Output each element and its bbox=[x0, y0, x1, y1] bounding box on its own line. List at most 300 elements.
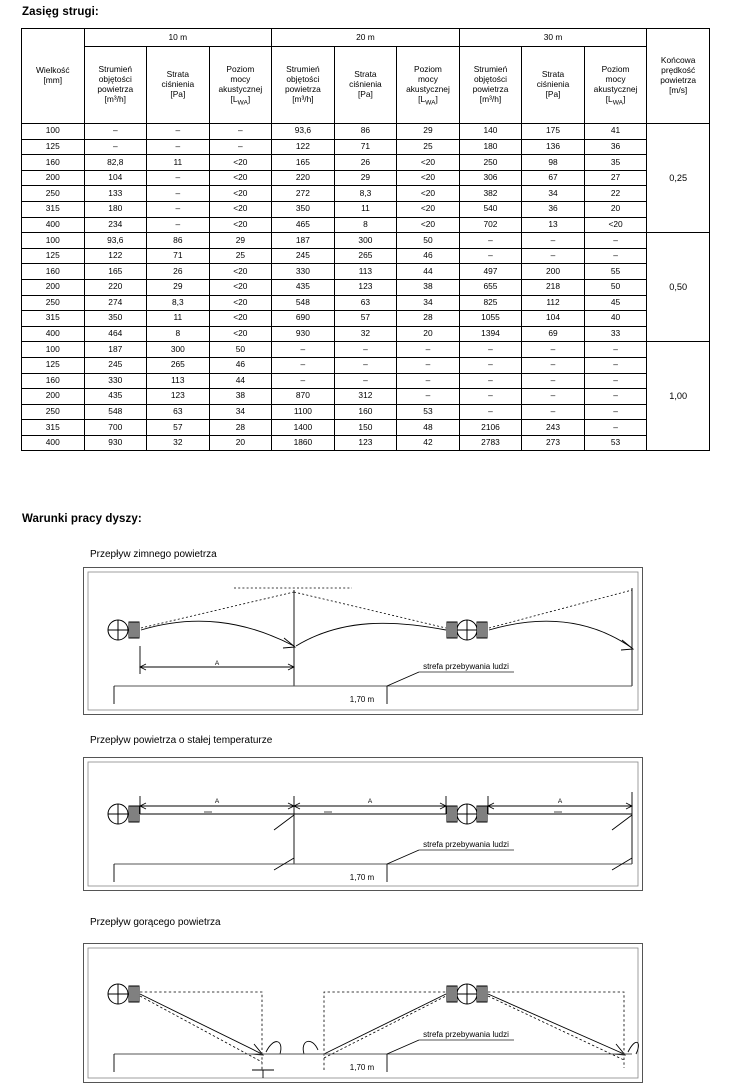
cell-pressure-30m: – bbox=[522, 373, 585, 389]
jet-line bbox=[324, 994, 446, 1054]
cell-pressure-10m: – bbox=[147, 186, 210, 202]
cell-size: 250 bbox=[22, 295, 85, 311]
cell-pressure-30m: 104 bbox=[522, 311, 585, 327]
flow-label-line3: powietrza bbox=[97, 84, 134, 94]
cell-pressure-20m: 63 bbox=[334, 295, 397, 311]
cell-sound-30m: 35 bbox=[584, 155, 647, 171]
page-title-range: Zasięg strugi: bbox=[22, 6, 99, 18]
cell-flow-30m: – bbox=[459, 233, 522, 249]
sound-label-line3: akustycznej bbox=[406, 84, 450, 94]
cell-pressure-10m: – bbox=[147, 124, 210, 140]
cell-flow-10m: 330 bbox=[84, 373, 147, 389]
cell-sound-30m: – bbox=[584, 404, 647, 420]
cell-sound-10m: <20 bbox=[209, 186, 272, 202]
final-header-line1: Końcowa bbox=[660, 55, 696, 66]
cell-sound-20m: 42 bbox=[397, 435, 460, 451]
cell-flow-20m: 350 bbox=[272, 201, 335, 217]
group-header-20m: 20 m bbox=[272, 29, 460, 47]
cell-pressure-30m: 98 bbox=[522, 155, 585, 171]
cell-pressure-10m: 63 bbox=[147, 404, 210, 420]
column-header-size bbox=[22, 29, 85, 124]
sound-label-line2: mocy bbox=[230, 74, 251, 85]
cell-pressure-20m: 123 bbox=[334, 279, 397, 295]
cell-sound-30m: 53 bbox=[584, 435, 647, 451]
cell-flow-10m: 274 bbox=[84, 295, 147, 311]
cell-pressure-10m: 86 bbox=[147, 233, 210, 249]
cell-sound-20m: 48 bbox=[397, 420, 460, 436]
cell-pressure-30m: 67 bbox=[522, 170, 585, 186]
cell-sound-30m: 50 bbox=[584, 279, 647, 295]
cell-sound-20m: – bbox=[397, 389, 460, 405]
cell-sound-10m: 38 bbox=[209, 389, 272, 405]
cell-sound-10m: <20 bbox=[209, 217, 272, 233]
cell-pressure-10m: 26 bbox=[147, 264, 210, 280]
cell-sound-20m: 20 bbox=[397, 326, 460, 342]
diagram-isothermal-svg bbox=[84, 758, 642, 890]
sound-label-line3: akustycznej bbox=[218, 84, 263, 94]
cell-flow-30m: 1055 bbox=[459, 311, 522, 327]
cell-pressure-10m: – bbox=[147, 170, 210, 186]
cell-size: 125 bbox=[22, 248, 85, 264]
sound-unit-close: ] bbox=[623, 93, 626, 104]
cell-pressure-20m: 11 bbox=[334, 201, 397, 217]
cell-size: 250 bbox=[22, 404, 85, 420]
dimension-label-A: A bbox=[367, 798, 373, 805]
cell-sound-30m: 33 bbox=[584, 326, 647, 342]
cell-flow-30m: – bbox=[459, 342, 522, 358]
flow-label-unit: [m³/h] bbox=[479, 93, 502, 104]
cell-sound-10m: 25 bbox=[209, 248, 272, 264]
cell-sound-20m: 50 bbox=[397, 233, 460, 249]
table-row bbox=[22, 404, 710, 420]
cell-pressure-30m: 243 bbox=[522, 420, 585, 436]
flow-label-line2: objętości bbox=[473, 74, 508, 85]
cell-size: 100 bbox=[22, 233, 85, 249]
sound-label-unit bbox=[418, 93, 438, 107]
cell-pressure-20m: 71 bbox=[334, 139, 397, 155]
cell-flow-30m: 2783 bbox=[459, 435, 522, 451]
table-row bbox=[22, 217, 710, 233]
dimension-label-A: A bbox=[214, 660, 220, 667]
cell-flow-10m: – bbox=[84, 124, 147, 140]
table-row bbox=[22, 295, 710, 311]
table-row bbox=[22, 201, 710, 217]
cell-flow-30m: 140 bbox=[459, 124, 522, 140]
column-header-sound-10m bbox=[209, 47, 272, 124]
cell-size: 200 bbox=[22, 170, 85, 186]
table-row bbox=[22, 279, 710, 295]
cell-flow-10m: 435 bbox=[84, 389, 147, 405]
column-header-pressure-20m bbox=[334, 47, 397, 124]
column-header-sound-30m bbox=[584, 47, 647, 124]
cell-pressure-30m: 200 bbox=[522, 264, 585, 280]
cell-flow-30m: 180 bbox=[459, 139, 522, 155]
cell-pressure-20m: 300 bbox=[334, 233, 397, 249]
cell-sound-20m: <20 bbox=[397, 155, 460, 171]
cell-sound-20m: <20 bbox=[397, 201, 460, 217]
dimension-label-A: A bbox=[214, 798, 220, 805]
jet-arc bbox=[489, 621, 632, 648]
final-header-line2: prędkość bbox=[661, 65, 696, 76]
cell-sound-20m: 44 bbox=[397, 264, 460, 280]
cell-sound-10m: 28 bbox=[209, 420, 272, 436]
cell-pressure-10m: – bbox=[147, 201, 210, 217]
cell-flow-10m: 245 bbox=[84, 357, 147, 373]
cell-flow-20m: 187 bbox=[272, 233, 335, 249]
cell-sound-10m: – bbox=[209, 139, 272, 155]
cell-sound-10m: 50 bbox=[209, 342, 272, 358]
cell-pressure-20m: 32 bbox=[334, 326, 397, 342]
cell-sound-30m: 40 bbox=[584, 311, 647, 327]
cell-pressure-10m: 8,3 bbox=[147, 295, 210, 311]
cell-sound-30m: <20 bbox=[584, 217, 647, 233]
diagram-isothermal bbox=[83, 757, 643, 891]
cell-pressure-20m: 312 bbox=[334, 389, 397, 405]
sound-unit-subscript: WA bbox=[612, 99, 624, 107]
cell-sound-20m: 34 bbox=[397, 295, 460, 311]
cell-size: 315 bbox=[22, 420, 85, 436]
cell-flow-20m: 272 bbox=[272, 186, 335, 202]
cell-sound-20m: 29 bbox=[397, 124, 460, 140]
size-header-line2: [mm] bbox=[43, 75, 63, 85]
cell-flow-20m: 122 bbox=[272, 139, 335, 155]
cell-sound-10m: <20 bbox=[209, 170, 272, 186]
cell-pressure-30m: – bbox=[522, 248, 585, 264]
flow-label-line3: powietrza bbox=[284, 84, 321, 94]
cell-sound-30m: 27 bbox=[584, 170, 647, 186]
sound-label-line1: Poziom bbox=[226, 64, 255, 75]
sound-label-line2: mocy bbox=[605, 74, 626, 85]
jet-arc bbox=[296, 623, 446, 646]
cell-flow-10m: 464 bbox=[84, 326, 147, 342]
cell-pressure-20m: – bbox=[334, 342, 397, 358]
pressure-label-unit: [Pa] bbox=[545, 88, 561, 99]
cell-flow-20m: – bbox=[272, 342, 335, 358]
table-body bbox=[22, 124, 710, 451]
flow-label-unit: [m³/h] bbox=[104, 93, 126, 104]
sound-label-line1: Poziom bbox=[413, 64, 442, 75]
flow-label-line1: Strumień bbox=[286, 64, 320, 75]
cell-pressure-10m: 265 bbox=[147, 357, 210, 373]
cell-sound-10m: – bbox=[209, 124, 272, 140]
final-header-line3: powietrza bbox=[660, 75, 697, 85]
table-row bbox=[22, 155, 710, 171]
cell-flow-20m: 1400 bbox=[272, 420, 335, 436]
page-title-operating-conditions: Warunki pracy dyszy: bbox=[22, 513, 142, 525]
dimension-label-A: A bbox=[557, 798, 563, 805]
cell-flow-10m: 220 bbox=[84, 279, 147, 295]
cell-flow-10m: 700 bbox=[84, 420, 147, 436]
pressure-label-line1: Strata bbox=[354, 69, 377, 80]
cell-pressure-20m: 160 bbox=[334, 404, 397, 420]
cell-pressure-20m: 8 bbox=[334, 217, 397, 233]
table-row bbox=[22, 326, 710, 342]
cell-pressure-20m: 123 bbox=[334, 435, 397, 451]
table-row bbox=[22, 139, 710, 155]
table-row bbox=[22, 342, 710, 358]
cell-sound-30m: 55 bbox=[584, 264, 647, 280]
sound-unit-close: ] bbox=[247, 93, 251, 104]
table-row bbox=[22, 357, 710, 373]
cell-flow-30m: 306 bbox=[459, 170, 522, 186]
zone-height-label: 1,70 m bbox=[349, 873, 375, 882]
cell-size: 315 bbox=[22, 201, 85, 217]
cell-sound-10m: 34 bbox=[209, 404, 272, 420]
table-header bbox=[22, 29, 710, 124]
table-row bbox=[22, 124, 710, 140]
cell-flow-30m: 1394 bbox=[459, 326, 522, 342]
cell-flow-30m: 825 bbox=[459, 295, 522, 311]
cell-flow-20m: – bbox=[272, 357, 335, 373]
cell-sound-20m: <20 bbox=[397, 186, 460, 202]
air-throw-range-table bbox=[21, 28, 710, 451]
cell-size: 100 bbox=[22, 124, 85, 140]
cell-flow-10m: 930 bbox=[84, 435, 147, 451]
cell-flow-10m: 180 bbox=[84, 201, 147, 217]
cell-pressure-30m: – bbox=[522, 233, 585, 249]
cell-flow-30m: 655 bbox=[459, 279, 522, 295]
cell-flow-20m: 690 bbox=[272, 311, 335, 327]
cell-flow-30m: 382 bbox=[459, 186, 522, 202]
cell-flow-30m: – bbox=[459, 373, 522, 389]
sound-unit-close: ] bbox=[435, 93, 438, 104]
sound-unit-open: [L bbox=[230, 93, 238, 104]
cell-flow-10m: 234 bbox=[84, 217, 147, 233]
group-header-30m: 30 m bbox=[459, 29, 647, 47]
cell-pressure-20m: 86 bbox=[334, 124, 397, 140]
cell-flow-20m: 465 bbox=[272, 217, 335, 233]
cell-sound-20m: – bbox=[397, 357, 460, 373]
cell-flow-10m: 122 bbox=[84, 248, 147, 264]
cell-flow-10m: 165 bbox=[84, 264, 147, 280]
cell-flow-10m: 350 bbox=[84, 311, 147, 327]
jet-line bbox=[140, 994, 262, 1054]
jet-arc bbox=[141, 621, 294, 646]
cell-sound-30m: – bbox=[584, 342, 647, 358]
table-row bbox=[22, 311, 710, 327]
cell-pressure-30m: 136 bbox=[522, 139, 585, 155]
column-header-pressure-10m bbox=[147, 47, 210, 124]
cell-flow-30m: 540 bbox=[459, 201, 522, 217]
cell-sound-20m: <20 bbox=[397, 170, 460, 186]
cell-sound-30m: 22 bbox=[584, 186, 647, 202]
cell-pressure-10m: 8 bbox=[147, 326, 210, 342]
cell-size: 200 bbox=[22, 389, 85, 405]
table-row bbox=[22, 170, 710, 186]
cell-sound-20m: 38 bbox=[397, 279, 460, 295]
cell-sound-30m: – bbox=[584, 420, 647, 436]
cell-final-velocity: 0,25 bbox=[647, 124, 710, 233]
cell-sound-30m: 41 bbox=[584, 124, 647, 140]
cell-sound-10m: 46 bbox=[209, 357, 272, 373]
cell-pressure-30m: 218 bbox=[522, 279, 585, 295]
cell-pressure-30m: – bbox=[522, 357, 585, 373]
cell-size: 315 bbox=[22, 311, 85, 327]
cell-flow-30m: – bbox=[459, 404, 522, 420]
cell-pressure-20m: 113 bbox=[334, 264, 397, 280]
cell-flow-30m: 2106 bbox=[459, 420, 522, 436]
pressure-label-unit: [Pa] bbox=[357, 88, 373, 99]
cell-pressure-20m: 57 bbox=[334, 311, 397, 327]
pressure-label-line2: ciśnienia bbox=[349, 79, 382, 90]
cell-pressure-20m: – bbox=[334, 373, 397, 389]
table-row bbox=[22, 186, 710, 202]
column-header-final-velocity bbox=[647, 29, 710, 124]
cell-pressure-10m: 11 bbox=[147, 155, 210, 171]
zone-height-label: 1,70 m bbox=[349, 1063, 375, 1072]
cell-pressure-30m: 36 bbox=[522, 201, 585, 217]
cell-sound-30m: – bbox=[584, 233, 647, 249]
flow-label-line2: objętości bbox=[286, 74, 320, 85]
sound-label-unit bbox=[605, 93, 626, 107]
diagram-caption-isothermal: Przepływ powietrza o stałej temperaturze bbox=[90, 735, 273, 746]
cell-flow-20m: 330 bbox=[272, 264, 335, 280]
cell-flow-20m: 1860 bbox=[272, 435, 335, 451]
cell-pressure-10m: – bbox=[147, 217, 210, 233]
cell-sound-10m: <20 bbox=[209, 279, 272, 295]
sound-label-line3: akustycznej bbox=[593, 84, 638, 94]
cell-flow-10m: 187 bbox=[84, 342, 147, 358]
cell-sound-20m: – bbox=[397, 342, 460, 358]
cell-pressure-30m: 273 bbox=[522, 435, 585, 451]
zone-height-label: 1,70 m bbox=[349, 695, 375, 704]
table-row bbox=[22, 233, 710, 249]
column-header-flow-10m bbox=[84, 47, 147, 124]
group-header-10m: 10 m bbox=[84, 29, 272, 47]
cell-sound-10m: <20 bbox=[209, 295, 272, 311]
diagram-hot-air bbox=[83, 943, 643, 1083]
flow-label-unit: [m³/h] bbox=[292, 93, 314, 104]
cell-sound-10m: <20 bbox=[209, 311, 272, 327]
cell-sound-20m: 25 bbox=[397, 139, 460, 155]
cell-sound-20m: <20 bbox=[397, 217, 460, 233]
cell-sound-30m: 20 bbox=[584, 201, 647, 217]
table-row bbox=[22, 264, 710, 280]
diagram-hot-air-svg bbox=[84, 944, 642, 1082]
cell-sound-10m: <20 bbox=[209, 264, 272, 280]
cell-pressure-10m: 71 bbox=[147, 248, 210, 264]
table-row bbox=[22, 248, 710, 264]
sound-unit-subscript: WA bbox=[237, 99, 248, 107]
sound-label-line2: mocy bbox=[417, 74, 438, 85]
cell-sound-10m: <20 bbox=[209, 155, 272, 171]
cell-pressure-10m: 300 bbox=[147, 342, 210, 358]
cell-sound-30m: – bbox=[584, 389, 647, 405]
cell-flow-20m: 93,6 bbox=[272, 124, 335, 140]
pressure-label-line1: Strata bbox=[541, 69, 565, 80]
pressure-label-line2: ciśnienia bbox=[161, 79, 195, 90]
cell-flow-30m: 250 bbox=[459, 155, 522, 171]
cell-pressure-10m: 32 bbox=[147, 435, 210, 451]
table-row bbox=[22, 420, 710, 436]
column-header-flow-20m bbox=[272, 47, 335, 124]
cell-size: 200 bbox=[22, 279, 85, 295]
cell-final-velocity: 0,50 bbox=[647, 233, 710, 342]
diagram-cold-air bbox=[83, 567, 643, 715]
cell-sound-30m: 45 bbox=[584, 295, 647, 311]
cell-pressure-20m: – bbox=[334, 357, 397, 373]
cell-pressure-10m: 113 bbox=[147, 373, 210, 389]
pressure-label-line1: Strata bbox=[166, 69, 189, 80]
cell-final-velocity: 1,00 bbox=[647, 342, 710, 451]
flow-label-line1: Strumień bbox=[98, 64, 133, 75]
cell-flow-20m: 165 bbox=[272, 155, 335, 171]
cell-flow-10m: 93,6 bbox=[84, 233, 147, 249]
occupied-zone-label: strefa przebywania ludzi bbox=[423, 1030, 509, 1039]
column-header-sound-20m bbox=[397, 47, 460, 124]
cell-sound-30m: 36 bbox=[584, 139, 647, 155]
cell-flow-20m: – bbox=[272, 373, 335, 389]
cell-sound-10m: 20 bbox=[209, 435, 272, 451]
cell-pressure-20m: 29 bbox=[334, 170, 397, 186]
cell-sound-30m: – bbox=[584, 248, 647, 264]
cell-flow-20m: 930 bbox=[272, 326, 335, 342]
cell-pressure-10m: 11 bbox=[147, 311, 210, 327]
flow-label-line2: objętości bbox=[98, 74, 132, 85]
cell-flow-10m: 104 bbox=[84, 170, 147, 186]
diagram-caption-hot-air: Przepływ gorącego powietrza bbox=[90, 917, 221, 928]
cell-flow-30m: 497 bbox=[459, 264, 522, 280]
cell-pressure-30m: 34 bbox=[522, 186, 585, 202]
cell-pressure-30m: – bbox=[522, 342, 585, 358]
sound-unit-subscript: WA bbox=[425, 99, 436, 107]
nozzle-icon bbox=[447, 804, 487, 824]
cell-size: 160 bbox=[22, 264, 85, 280]
final-header-line4: [m/s] bbox=[669, 84, 688, 95]
cell-sound-20m: 53 bbox=[397, 404, 460, 420]
cell-flow-20m: 435 bbox=[272, 279, 335, 295]
occupied-zone-label: strefa przebywania ludzi bbox=[423, 840, 509, 849]
cell-flow-20m: 1100 bbox=[272, 404, 335, 420]
column-header-pressure-30m bbox=[522, 47, 585, 124]
cell-flow-30m: – bbox=[459, 389, 522, 405]
cell-sound-30m: – bbox=[584, 373, 647, 389]
cell-size: 125 bbox=[22, 139, 85, 155]
table-row bbox=[22, 373, 710, 389]
diagram-cold-air-svg bbox=[84, 568, 642, 714]
occupied-zone-label: strefa przebywania ludzi bbox=[423, 662, 509, 671]
cell-flow-30m: 702 bbox=[459, 217, 522, 233]
cell-size: 400 bbox=[22, 217, 85, 233]
cell-size: 125 bbox=[22, 357, 85, 373]
cell-flow-10m: 133 bbox=[84, 186, 147, 202]
nozzle-icon bbox=[108, 984, 139, 1004]
cell-sound-30m: – bbox=[584, 357, 647, 373]
cell-flow-10m: – bbox=[84, 139, 147, 155]
nozzle-icon bbox=[108, 804, 139, 824]
size-header-line1: Wielkość bbox=[36, 65, 70, 76]
sound-label-unit bbox=[230, 93, 251, 107]
cell-pressure-30m: 13 bbox=[522, 217, 585, 233]
table-header-row-subcolumns bbox=[22, 47, 710, 124]
cell-sound-20m: – bbox=[397, 373, 460, 389]
cell-flow-20m: 220 bbox=[272, 170, 335, 186]
cell-sound-20m: 28 bbox=[397, 311, 460, 327]
cell-pressure-10m: 57 bbox=[147, 420, 210, 436]
sound-unit-open: [L bbox=[418, 93, 426, 104]
jet-line bbox=[488, 994, 624, 1054]
nozzle-icon bbox=[108, 620, 139, 640]
nozzle-icon bbox=[447, 984, 487, 1004]
cell-flow-20m: 548 bbox=[272, 295, 335, 311]
cell-pressure-10m: – bbox=[147, 139, 210, 155]
cell-sound-10m: <20 bbox=[209, 326, 272, 342]
column-header-flow-30m bbox=[459, 47, 522, 124]
cell-flow-10m: 548 bbox=[84, 404, 147, 420]
cell-pressure-10m: 123 bbox=[147, 389, 210, 405]
pressure-label-line2: ciśnienia bbox=[536, 79, 570, 90]
cell-flow-20m: 245 bbox=[272, 248, 335, 264]
